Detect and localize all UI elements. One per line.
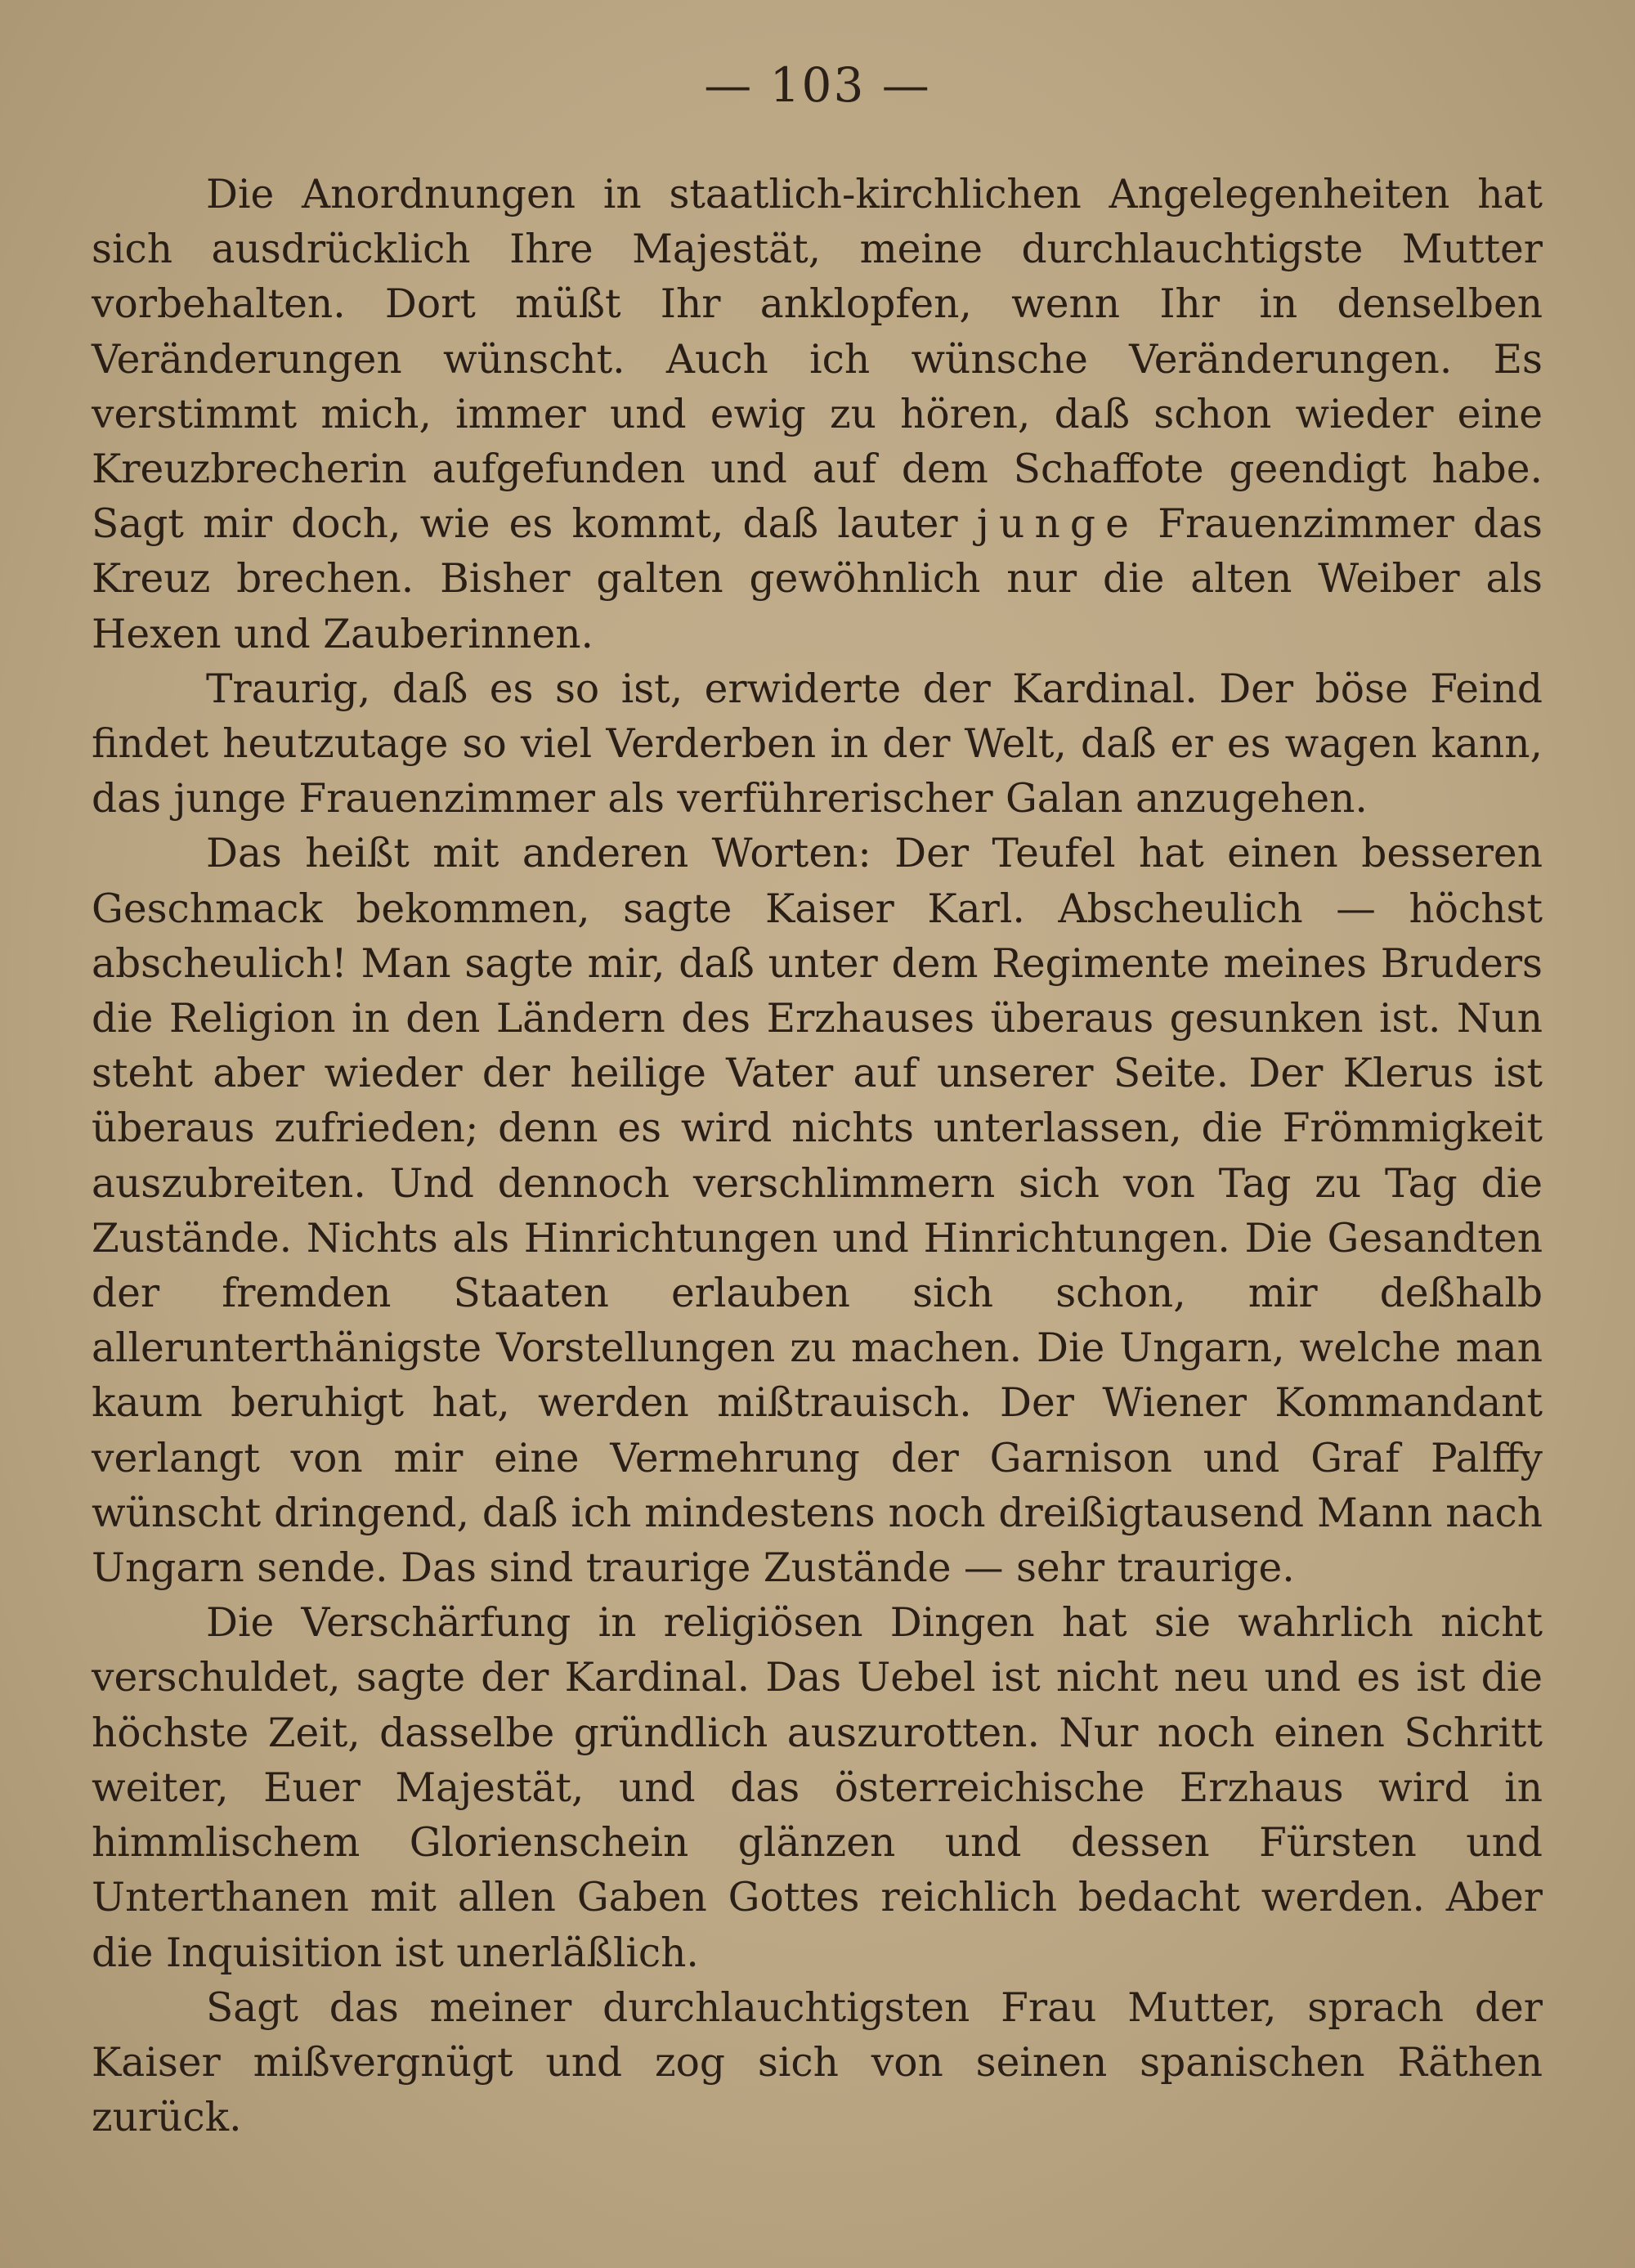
page-body-text (92, 168, 1543, 2145)
paragraph-1 (92, 168, 1543, 662)
paragraph-3: Das heißt mit anderen Worten: Der Teufel hat einen besseren Geschmack bekommen, sagte Kaiser Karl. Abscheulich — höchst abscheulich! Man sagte mir, daß unter dem Regimente meines Bruders die Religion in den Ländern des Erzhauses überaus gesunken ist. Nun steht aber wieder der heilige Vater auf unserer Seite. Der Klerus ist überaus zufrieden; denn es wird nichts unterlassen, die Frömmigkeit auszubreiten. Und dennoch verschlimmern sich von Tag zu Tag die Zustände. Nichts als Hinrichtungen und Hinrichtungen. Die Gesandten der fremden Staaten erlauben sich schon, mir deßhalb allerunterthänigste Vorstellungen zu machen. Die Ungarn, welche man kaum beruhigt hat, werden mißtrauisch. Der Wiener Kommandant verlangt von mir eine Vermehrung der Garnison und Graf Palffy wünscht dringend, daß ich mindestens noch dreißigtausend Mann nach Ungarn sende. Das sind traurige Zustände — sehr traurige. (92, 831, 1543, 1592)
paragraph-1-text: Die Anordnungen in staatlich-kirchlichen Angelegenheiten hat sich ausdrücklich Ihre Majestät, meine durchlauchtigste Mutter vorbehalten. Dort müßt Ihr anklopfen, wenn Ihr in denselben Veränderungen wünscht. Auch ich wünsche Veränderungen. Es verstimmt mich, immer und ewig zu hören, daß schon wieder eine Kreuzbrecherin aufgefunden und auf dem Schaffote geendigt habe. Sagt mir doch, wie es kommt, daß lauter (92, 172, 1543, 548)
page-number: — 103 — (704, 57, 931, 113)
paragraph-4: Die Verschärfung in religiösen Dingen hat sie wahrlich nicht verschuldet, sagte der Kardinal. Das Uebel ist nicht neu und es ist die höchste Zeit, dasselbe gründlich auszurotten. Nur noch einen Schritt weiter, Euer Majestät, und das österreichische Erzhaus wird in himmlischem Glorienschein glänzen und dessen Fürsten und Unterthanen mit allen Gaben Gottes reichlich bedacht werden. Aber die Inquisition ist unerläßlich. (92, 1600, 1543, 1976)
paragraph-5: Sagt das meiner durchlauchtigsten Frau Mutter, sprach der Kaiser mißvergnügt und zog sich von seinen spanischen Räthen zurück. (92, 1984, 1543, 2141)
paragraph-1-emphasis: junge (976, 501, 1140, 548)
paragraph-2: Traurig, daß es so ist, erwiderte der Kardinal. Der böse Feind findet heutzutage so viel Verderben in der Welt, daß er es wagen kann, das junge Frauenzimmer als verführerischer Galan anzugehen. (92, 666, 1543, 822)
paragraph-1-tail: Frauenzimmer das Kreuz brechen. Bisher galten gewöhnlich nur die alten Weiber als Hexen und Zauberinnen. (92, 501, 1543, 657)
